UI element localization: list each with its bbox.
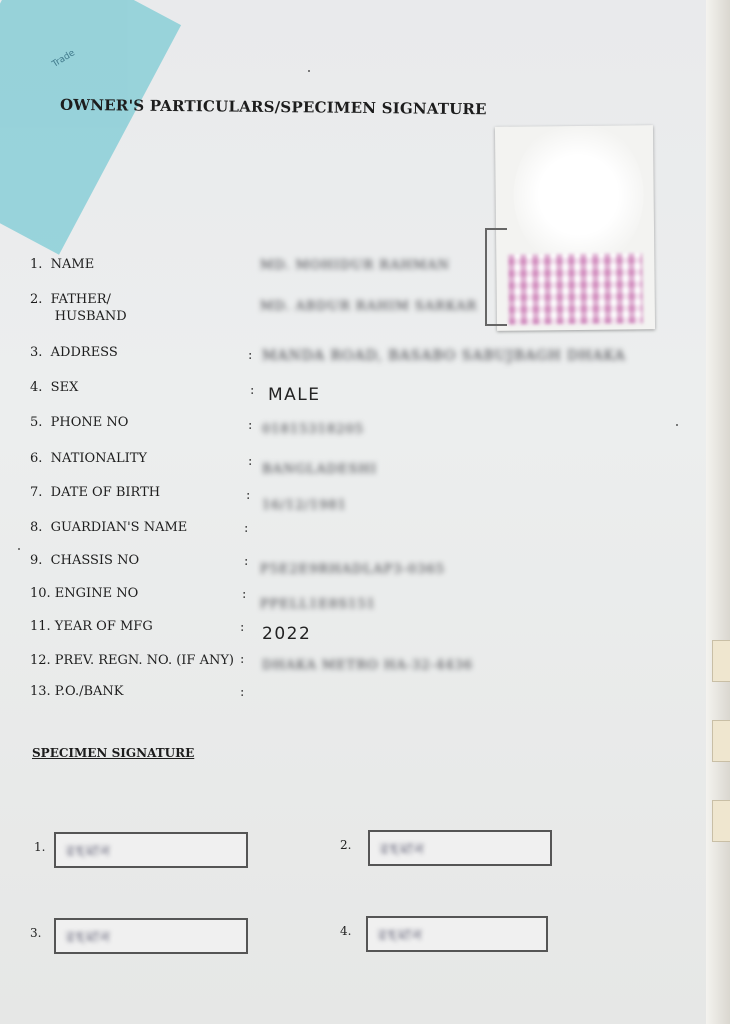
- field-label: 6. NATIONALITY: [30, 451, 147, 466]
- photo-shirt-check-pattern: [508, 253, 643, 324]
- signature-box: [366, 916, 548, 952]
- field-label: 10. ENGINE NO: [30, 586, 139, 601]
- paper-speck: [308, 70, 310, 72]
- field-label: 5. PHONE NO: [30, 415, 129, 430]
- colon: :: [240, 620, 245, 635]
- signature-box: [54, 832, 248, 868]
- field-label: 11. YEAR OF MFG: [30, 619, 153, 634]
- field-value-redacted: BANGLADESHI: [262, 462, 378, 477]
- signature-redacted: রহমান: [66, 842, 112, 860]
- field-value-redacted: MANDA ROAD, BASABO SABUJBAGH DHAKA: [262, 348, 626, 364]
- field-label: 9. CHASSIS NO: [30, 553, 140, 568]
- background-page-strip: [712, 800, 730, 842]
- signature-redacted: রহমান: [66, 928, 112, 946]
- colon: :: [244, 521, 249, 536]
- colon: :: [248, 348, 253, 363]
- colon: :: [240, 685, 245, 700]
- tape-text: Trade: [50, 48, 77, 70]
- paper-speck: [676, 424, 678, 426]
- field-label: 7. DATE OF BIRTH: [30, 485, 161, 500]
- field-value-redacted: MD. ABDUR RAHIM SARKAR: [260, 299, 478, 314]
- signature-box: [368, 830, 552, 866]
- colon: :: [240, 652, 245, 667]
- specimen-signature-heading: SPECIMEN SIGNATURE: [32, 746, 195, 760]
- corner-tape: [0, 0, 181, 255]
- field-value-handwritten: 2022: [262, 624, 312, 644]
- field-value-redacted: MD. MOHIDUR RAHMAN: [260, 258, 450, 273]
- background-page-strip: [712, 720, 730, 762]
- signature-box: [54, 918, 248, 954]
- signature-redacted: রহমান: [380, 840, 426, 858]
- colon: :: [244, 554, 249, 569]
- field-value-handwritten: MALE: [268, 385, 321, 405]
- field-value-redacted: PPELL1E8S151: [260, 597, 376, 612]
- field-label: 13. P.O./BANK: [30, 684, 124, 699]
- photo-face-overexposed: [513, 125, 645, 270]
- owner-photo: [495, 125, 655, 331]
- field-value-redacted: P5E2E9RHADLAP3-0365: [260, 562, 445, 577]
- colon: :: [246, 488, 251, 503]
- field-label: 8. GUARDIAN'S NAME: [30, 520, 188, 535]
- signature-number: 1.: [34, 840, 46, 854]
- paper-speck: [18, 548, 20, 550]
- field-label: 1. NAME: [30, 257, 95, 272]
- colon: :: [250, 383, 255, 398]
- field-label: 4. SEX: [30, 380, 79, 395]
- signature-number: 3.: [30, 926, 42, 940]
- page-title: OWNER'S PARTICULARS/SPECIMEN SIGNATURE: [59, 95, 487, 119]
- colon: :: [248, 454, 253, 469]
- signature-redacted: রহমান: [378, 926, 424, 944]
- field-value-redacted: 01815318205: [262, 422, 364, 437]
- photo-frame-line: [485, 228, 507, 326]
- background-page-strip: [712, 640, 730, 682]
- field-label: 12. PREV. REGN. NO. (IF ANY): [30, 653, 234, 668]
- colon: :: [248, 418, 253, 433]
- background-page-edge: [706, 0, 730, 1024]
- colon: :: [242, 587, 247, 602]
- field-label: 2. FATHER/ HUSBAND: [30, 292, 127, 324]
- field-value-redacted: DHAKA METRO HA-32-4436: [262, 658, 474, 673]
- field-value-redacted: 16/12/1981: [262, 498, 347, 513]
- signature-number: 2.: [340, 838, 352, 852]
- field-label: 3. ADDRESS: [30, 345, 118, 360]
- signature-number: 4.: [340, 924, 352, 938]
